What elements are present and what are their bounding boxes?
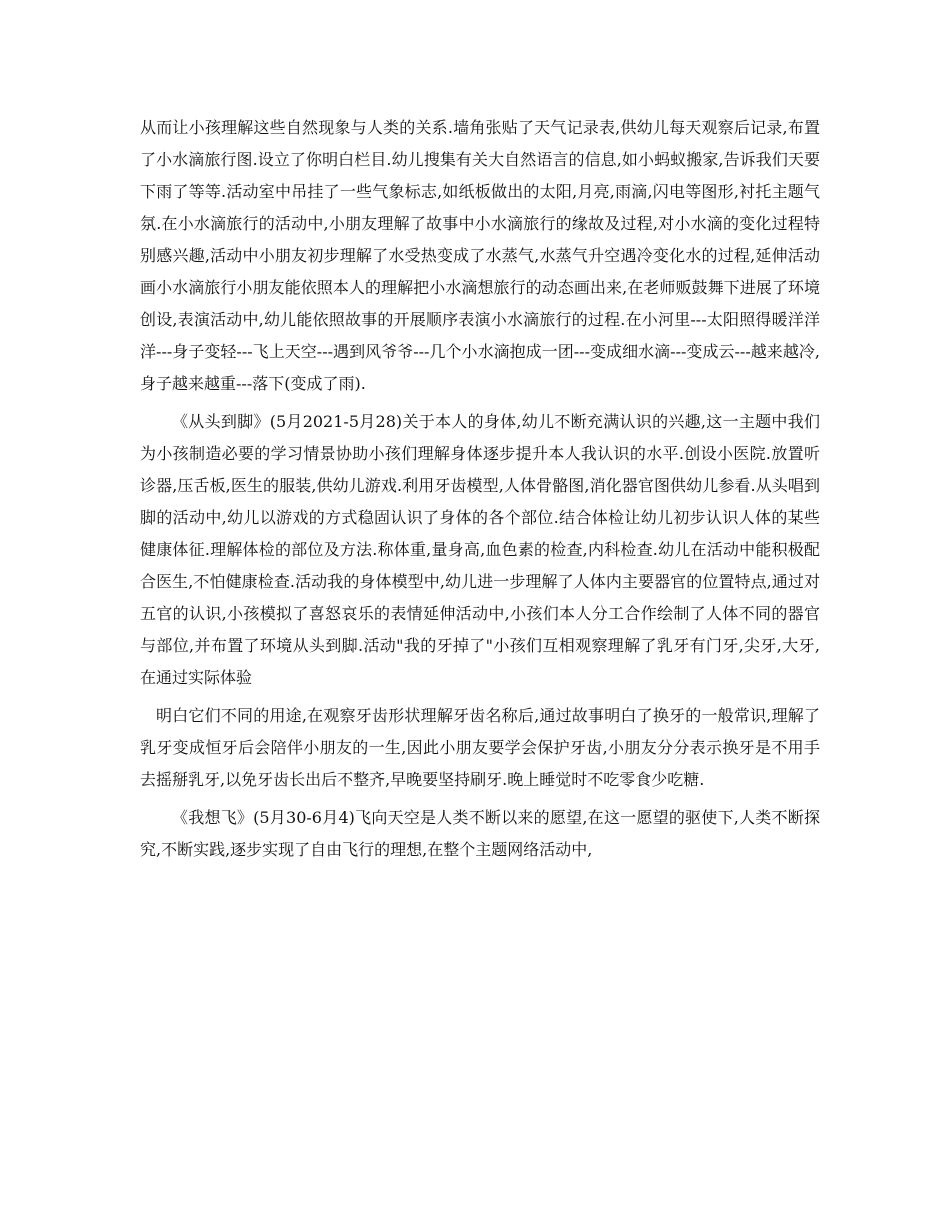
paragraph-i-want-to-fly-theme: 《我想飞》(5月30-6月4)飞向天空是人类不断以来的愿望,在这一愿望的驱使下,人类不断探究,不断实践,逐步实现了自由飞行的理想,在整个主题网络活动中,: [140, 808, 820, 859]
document-body: [140, 112, 820, 866]
paragraph-head-to-toe-theme: 《从头到脚》(5月2021-5月28)关于本人的身体,幼儿不断充满认识的兴趣,这一主题中我们为小孩制造必要的学习情景协助小孩们理解身体逐步提升本人我认识的水平.创设小医院.放置听诊器,压舌板,医生的服装,供幼儿游戏.利用牙齿模型,人体骨骼图,消化器官图供幼儿参看.从头唱到脚的活动中,幼儿以游戏的方式稳固认识了身体的各个部位.结合体检让幼儿初步认识人体的某些健康体征.理解体检的部位及方法.称体重,量身高,血色素的检查,内科检查.幼儿在活动中能积极配合医生,不怕健康检查.活动我的身体模型中,幼儿进一步理解了人体内主要器官的位置特点,通过对五官的认识,小孩模拟了喜怒哀乐的表情延伸活动中,小孩们本人分工合作绘制了人体不同的器官与部位,并布置了环境从头到脚.活动"我的牙掉了"小孩们互相观察理解了乳牙有门牙,尖牙,大牙,在通过实际体验: [140, 412, 820, 687]
paragraph-teeth-continuation: 明白它们不同的用途,在观察牙齿形状理解牙齿名称后,通过故事明白了换牙的一般常识,理解了乳牙变成恒牙后会陪伴小朋友的一生,因此小朋友要学会保护牙齿,小朋友分分表示换牙是不用手去摇掰乳牙,以免牙齿长出后不整齐,早晚要坚持刷牙.晚上睡觉时不吃零食少吃糖.: [140, 706, 820, 789]
paragraph-weather-theme: 从而让小孩理解这些自然现象与人类的关系.墙角张贴了天气记录表,供幼儿每天观察后记录,布置了小水滴旅行图.设立了你明白栏目.幼儿搜集有关大自然语言的信息,如小蚂蚁搬家,告诉我们天要下雨了等等.活动室中吊挂了一些气象标志,如纸板做出的太阳,月亮,雨滴,闪电等图形,衬托主题气氛.在小水滴旅行的活动中,小朋友理解了故事中小水滴旅行的缘故及过程,对小水滴的变化过程特别感兴趣,活动中小朋友初步理解了水受热变成了水蒸气,水蒸气升空遇冷变化水的过程,延伸活动画小水滴旅行小朋友能依照本人的理解把小水滴想旅行的动态画出来,在老师贩鼓舞下进展了环境创设,表演活动中,幼儿能依照故事的开展顺序表演小水滴旅行的过程.在小河里---太阳照得暖洋洋洋---身子变轻---飞上天空---遇到风爷爷---几个小水滴抱成一团---变成细水滴---变成云---越来越冷,身子越来越重---落下(变成了雨).: [140, 118, 820, 393]
